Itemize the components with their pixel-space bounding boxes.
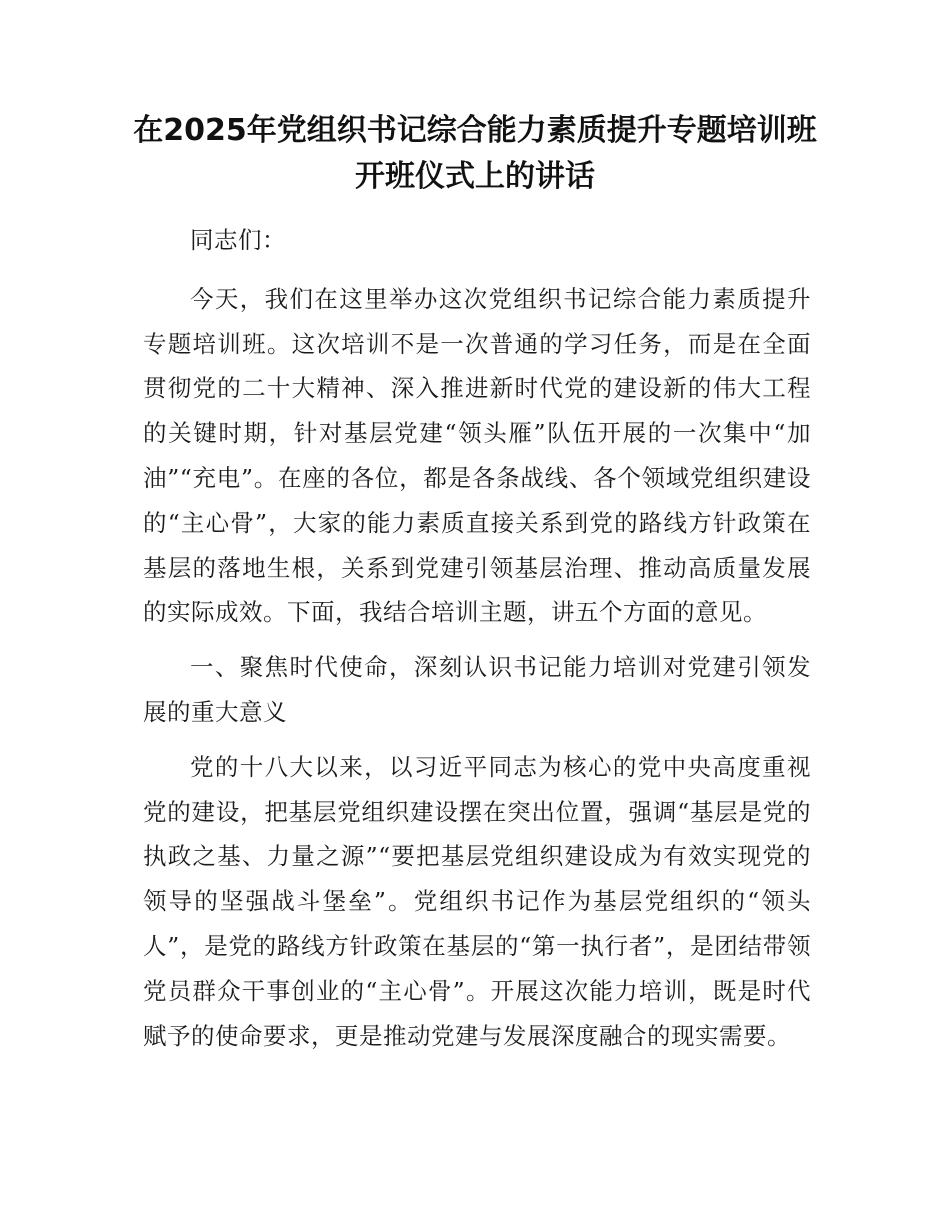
paragraph-section-1: 党的十八大以来，以习近平同志为核心的党中央高度重视党的建设，把基层党组织建设摆在突出位置，强调“基层是党的执政之基、力量之源”“要把基层党组织建设成为有效实现党的领导的坚强战斗堡垒”。党组织书记作为基层党组织的“领头人”，是党的路线方针政策在基层的“第一执行者”，是团结带领党员群众干事创业的“主心骨”。开展这次能力培训，既是时代赋予的使命要求，更是推动党建与发展深度融合的现实需要。 [143, 752, 811, 1050]
document-body [143, 218, 811, 1068]
document-title: 在2025年党组织书记综合能力素质提升专题培训班开班仪式上的讲话 [133, 113, 817, 194]
paragraph-intro: 今天，我们在这里举办这次党组织书记综合能力素质提升专题培训班。这次培训不是一次普通的学习任务，而是在全面贯彻党的二十大精神、深入推进新时代党的建设新的伟大工程的关键时期，针对基层党建“领头雁”队伍开展的一次集中“加油”“充电”。在座的各位，都是各条战线、各个领域党组织建设的“主心骨”，大家的能力素质直接关系到党的路线方针政策在基层的落地生根，关系到党建引领基层治理、推动高质量发展的实际成效。下面，我结合培训主题，讲五个方面的意见。 [143, 284, 811, 627]
section-heading-1: 一、聚焦时代使命，深刻认识书记能力培训对党建引领发展的重大意义 [143, 653, 811, 726]
salutation: 同志们： [190, 226, 286, 254]
